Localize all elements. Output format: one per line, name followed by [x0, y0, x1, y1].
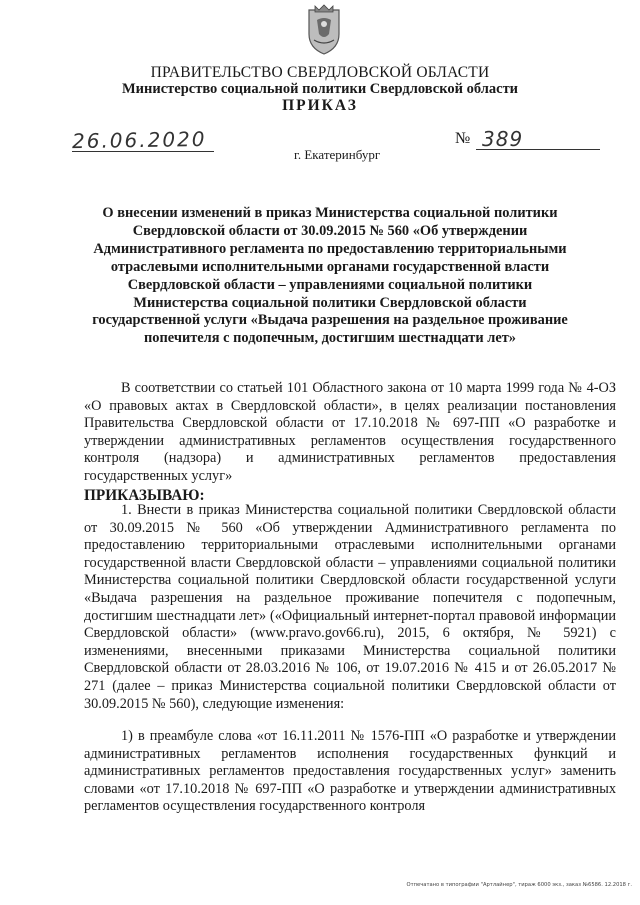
number-underline	[476, 149, 600, 150]
coat-of-arms-icon	[305, 4, 343, 56]
document-title: О внесении изменений в приказ Министерства социальной политики Свердловской области от 30.09.2015 № 560 «Об утверждении Административного регламента по предоставлению территориальными отраслевыми исполнительными органами государственной власти Свердловской области – управлениями социальной политики Министерства социальной политики Свердловской области государственной услуги «Выдача разрешения на раздельное проживание попечителя с подопечным, достигшим шестнадцати лет»	[92, 205, 568, 347]
document-type: ПРИКАЗ	[282, 97, 358, 114]
order-word: ПРИКАЗЫВАЮ:	[84, 487, 205, 504]
ministry-name: Министерство социальной политики Свердловской области	[121, 81, 519, 97]
city: г. Екатеринбург	[294, 147, 381, 162]
item-1-paragraph: 1. Внести в приказ Министерства социальной политики Свердловской области от 30.09.2015 № 560 «Об утверждении Административного регламента по предоставлению территориальными отраслевыми исполнительными органами государственной власти Свердловской области – управлениями социальной политики Министерства социальной политики Свердловской области государственной услуги «Выдача разрешения на раздельное проживание попечителя с подопечным, достигшим шестнадцати лет» («Официальный интернет-портал правовой информации Свердловской области» (www.pravo.gov66.ru), 2015, 6 октября, № 5921) с изменениями, внесенными приказами Министерства социальной политики Свердловской области от 28.03.2016 № 106, от 19.07.2016 № 415 и от 26.05.2017 № 271 (далее – приказ Министерства социальной политики Свердловской области от 30.09.2015 № 560), следующие изменения:	[84, 502, 616, 712]
handwritten-number: 389	[482, 127, 524, 151]
date-underline	[72, 151, 214, 152]
print-footer: Отпечатано в типографии "Артлайнер", тираж 6000 экз., заказ №6586. 12.2018 г.	[406, 882, 632, 888]
preamble-paragraph: В соответствии со статьей 101 Областного закона от 10 марта 1999 года № 4-ОЗ «О правовых актах в Свердловской области», в целях реализации постановления Правительства Свердловской области от 17.10.2018 № 697-ПП «О разработке и утверждении административных регламентов осуществления государственного контроля (надзора) и административных регламентов предоставления государственных услуг»	[84, 380, 616, 484]
number-label: №	[455, 130, 471, 147]
subitem-1-paragraph: 1) в преамбуле слова «от 16.11.2011 № 1576-ПП «О разработке и утверждении административных регламентов исполнения государственных функций и административных регламентов предоставления государственных услуг» заменить словами «от 17.10.2018 № 697-ПП «О разработке и утверждении административных регламентов осуществления государственного контроля	[84, 728, 616, 815]
government-name: ПРАВИТЕЛЬСТВО СВЕРДЛОВСКОЙ ОБЛАСТИ	[150, 64, 490, 81]
handwritten-date: 26.06.2020	[71, 126, 207, 154]
